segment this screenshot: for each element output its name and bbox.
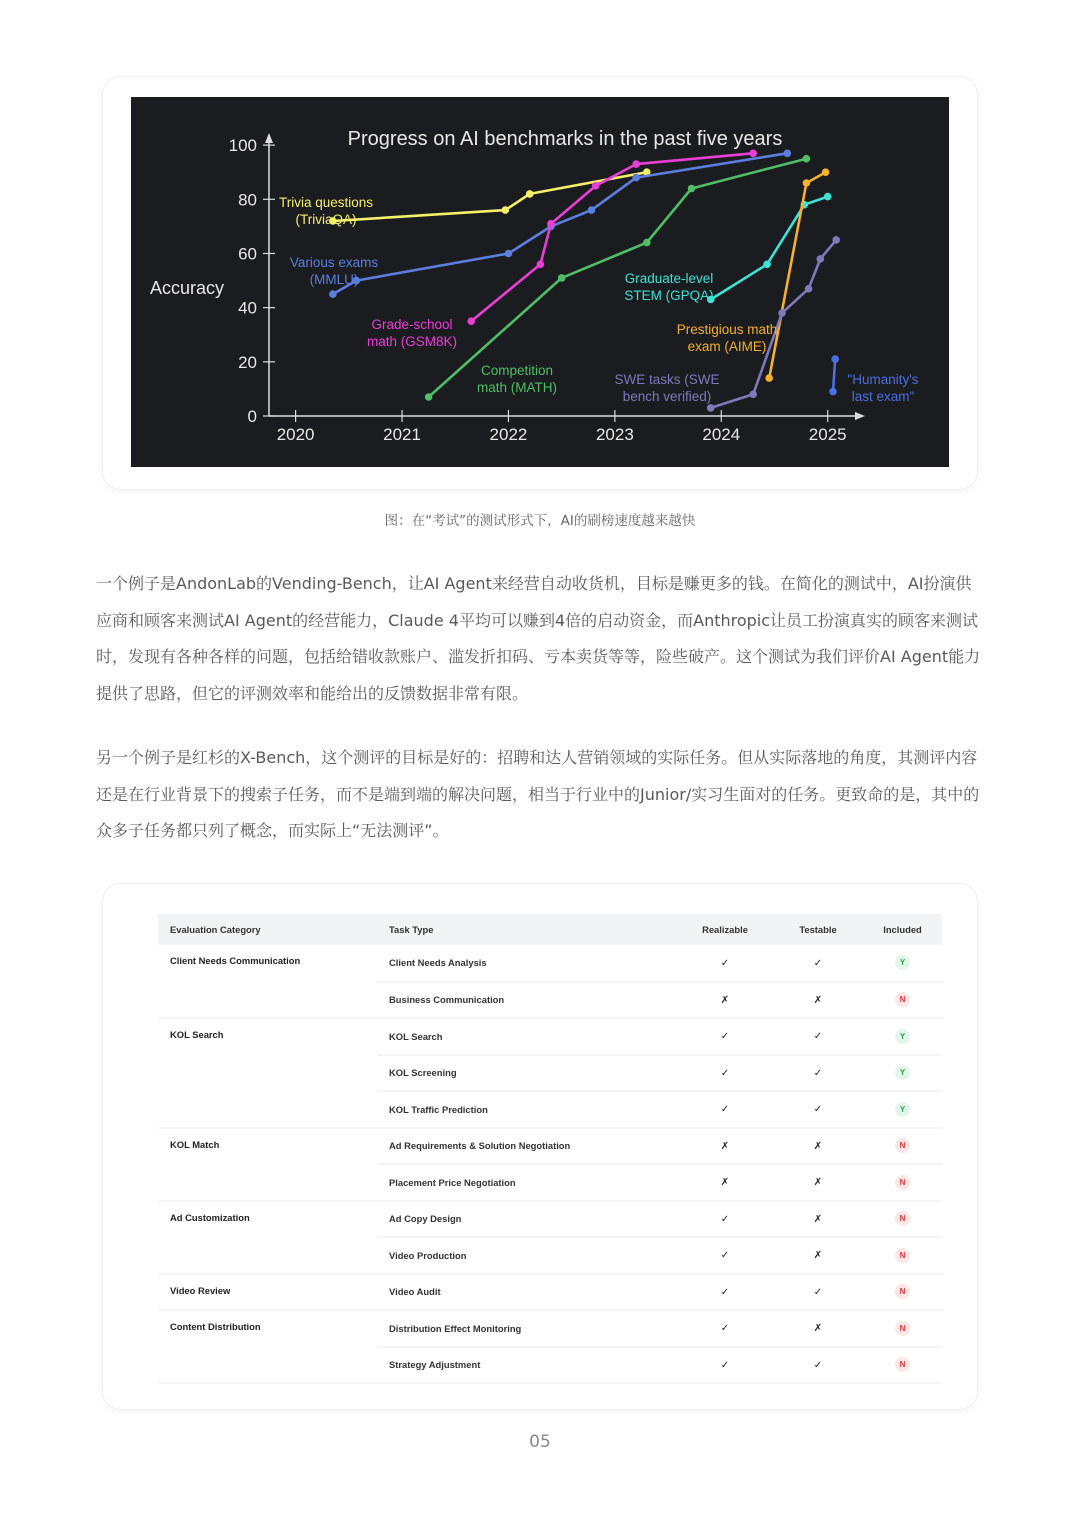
realizable-cell <box>677 1310 773 1347</box>
chart-card <box>103 77 977 489</box>
series-label <box>614 372 719 404</box>
series-label-line: math (MATH) <box>477 380 557 395</box>
realizable-cell <box>677 1055 773 1092</box>
data-point <box>643 239 651 247</box>
table-body <box>158 945 942 1383</box>
included-cell <box>863 1164 942 1201</box>
category-cell: KOL Match <box>158 1128 377 1201</box>
included-cell <box>863 1347 942 1384</box>
realizable-mark: ✓ <box>720 1286 730 1298</box>
realizable-cell <box>677 1274 773 1311</box>
task-type-cell: Client Needs Analysis <box>377 945 677 982</box>
header-evaluation-category: Evaluation Category <box>158 914 377 945</box>
series-label-line: (MMLU) <box>309 272 359 287</box>
series-line <box>329 168 651 224</box>
series-label-line: last exam" <box>851 389 915 404</box>
data-point <box>537 261 545 269</box>
data-point <box>467 317 475 325</box>
included-badge: N <box>895 1175 910 1190</box>
task-type-cell: Strategy Adjustment <box>377 1347 677 1384</box>
testable-mark: ✗ <box>813 1323 823 1335</box>
data-point <box>822 168 830 176</box>
realizable-mark: ✗ <box>720 994 730 1006</box>
category-cell: Ad Customization <box>158 1201 377 1274</box>
table-row <box>158 1274 942 1311</box>
realizable-cell <box>677 1128 773 1165</box>
table-row <box>158 945 942 982</box>
realizable-cell <box>677 1347 773 1384</box>
realizable-mark: ✓ <box>720 1359 730 1371</box>
x-axis-arrow <box>855 412 865 420</box>
data-point <box>749 391 757 399</box>
series-labels <box>279 195 919 404</box>
series-label-line: exam (AIME) <box>687 339 767 354</box>
testable-cell <box>773 945 863 982</box>
data-point <box>805 285 813 293</box>
testable-mark: ✗ <box>813 1250 823 1262</box>
x-tick-label: 2024 <box>702 425 741 444</box>
series-label <box>624 271 713 303</box>
series-label-line: bench verified) <box>622 389 712 404</box>
header-included: Included <box>863 914 942 945</box>
data-point <box>803 155 811 163</box>
task-type-cell: Distribution Effect Monitoring <box>377 1310 677 1347</box>
series-label-line: Graduate-level <box>624 271 714 286</box>
x-tick-label: 2025 <box>808 425 847 444</box>
x-tick-label: 2020 <box>276 425 315 444</box>
data-point <box>707 404 715 412</box>
testable-cell <box>773 1164 863 1201</box>
header-testable: Testable <box>773 914 863 945</box>
testable-cell <box>773 1055 863 1092</box>
testable-mark: ✗ <box>813 1213 823 1225</box>
included-cell <box>863 1018 942 1055</box>
included-badge: N <box>895 992 910 1007</box>
y-axis-label: Accuracy <box>149 278 225 298</box>
testable-cell <box>773 1018 863 1055</box>
series-label-line: Various exams <box>289 255 379 270</box>
data-point <box>824 193 832 201</box>
series-label-line: Prestigious math <box>676 322 778 337</box>
series-label-line: (TriviaQA) <box>295 212 357 227</box>
task-type-cell: Ad Requirements & Solution Negotiation <box>377 1128 677 1165</box>
testable-mark: ✓ <box>813 957 823 969</box>
data-point <box>829 388 837 396</box>
data-point <box>558 274 566 282</box>
included-badge: N <box>895 1138 910 1153</box>
series-label <box>290 255 379 287</box>
series-label-line: SWE tasks (SWE <box>614 372 720 387</box>
category-cell: Video Review <box>158 1274 377 1311</box>
chart-title: Progress on AI benchmarks in the past five years <box>347 128 783 150</box>
included-cell <box>863 982 942 1019</box>
data-point <box>817 255 825 263</box>
included-badge: N <box>895 1357 910 1372</box>
testable-mark: ✓ <box>813 1286 823 1298</box>
series-label <box>477 363 557 395</box>
data-point <box>526 190 534 198</box>
included-badge: N <box>895 1211 910 1226</box>
data-point <box>749 150 757 158</box>
included-badge: Y <box>895 1065 910 1080</box>
series-label-line: Competition <box>480 363 554 378</box>
testable-mark: ✗ <box>813 1177 823 1189</box>
testable-cell <box>773 982 863 1019</box>
testable-cell <box>773 1128 863 1165</box>
realizable-cell <box>677 1201 773 1238</box>
page-number: 05 <box>529 1432 551 1452</box>
paragraph-x-bench: 另一个例子是红杉的X-Bench，这个测评的目标是好的：招聘和达人营销领域的实际任务。但从实际落地的角度，其测评内容还是在行业背景下的搜索子任务，而不是端到端的解决问题，相当于行业中的Junior/实习生面对的任务。更致命的是，其中的众多子任务都只列了概念，而实际上“无法测评”。 <box>96 748 980 840</box>
series-path <box>833 359 835 392</box>
series-label-line: STEM (GPQA) <box>624 288 714 303</box>
realizable-cell <box>677 1018 773 1055</box>
realizable-mark: ✓ <box>720 1213 730 1225</box>
data-point <box>778 309 786 317</box>
included-badge: Y <box>895 1102 910 1117</box>
series-label <box>847 372 918 404</box>
series-path <box>769 172 825 378</box>
table-card <box>103 884 977 1409</box>
data-point <box>632 160 640 168</box>
realizable-mark: ✓ <box>720 1031 730 1043</box>
data-point <box>765 374 773 382</box>
series-line <box>829 355 839 395</box>
series-path <box>333 172 647 221</box>
included-cell <box>863 1310 942 1347</box>
realizable-mark: ✓ <box>720 1067 730 1079</box>
realizable-mark: ✓ <box>720 1104 730 1116</box>
testable-mark: ✗ <box>813 994 823 1006</box>
x-tick-label: 2022 <box>489 425 528 444</box>
data-point <box>502 206 510 214</box>
realizable-cell <box>677 982 773 1019</box>
realizable-cell <box>677 945 773 982</box>
data-point <box>688 185 696 193</box>
table-row <box>158 1310 942 1347</box>
task-type-cell: Video Audit <box>377 1274 677 1311</box>
testable-mark: ✓ <box>813 1359 823 1371</box>
included-cell <box>863 1274 942 1311</box>
y-tick-label: 0 <box>247 407 257 426</box>
data-point <box>632 174 640 182</box>
data-point <box>588 206 596 214</box>
included-cell <box>863 1128 942 1165</box>
realizable-mark: ✗ <box>720 1177 730 1189</box>
task-type-cell: Business Communication <box>377 982 677 1019</box>
data-point <box>831 355 839 363</box>
series-path <box>429 159 807 397</box>
testable-mark: ✓ <box>813 1067 823 1079</box>
testable-cell <box>773 1347 863 1384</box>
series-label-line: Grade-school <box>371 317 453 332</box>
included-cell <box>863 1237 942 1274</box>
included-badge: N <box>895 1321 910 1336</box>
task-type-cell: KOL Traffic Prediction <box>377 1091 677 1128</box>
series-label <box>367 317 457 349</box>
realizable-mark: ✗ <box>720 1140 730 1152</box>
task-type-cell: KOL Search <box>377 1018 677 1055</box>
x-tick-label: 2021 <box>383 425 421 444</box>
series-label <box>677 322 778 354</box>
figure-caption: 图：在“考试”的测试形式下，AI的刷榜速度越来越快 <box>384 513 696 529</box>
paragraph-vending-bench: 一个例子是AndonLab的Vending-Bench，让AI Agent来经营自动收货机，目标是赚更多的钱。在简化的测试中，AI扮演供应商和顾客来测试AI Agent的经营能力，Claude 4平均可以赚到4倍的启动资金，而Anthropic让员工扮演真实的顾客来测试时，发现有各种各样的问题，包括给错收款账户、滥发折扣码、亏本卖货等等，险些破产。这个测试为我们评价AI Agent能力提供了思路，但它的评测效率和能给出的反馈数据非常有限。 <box>96 574 981 703</box>
included-cell <box>863 945 942 982</box>
series-label-line: Trivia questions <box>278 195 374 210</box>
included-cell <box>863 1091 942 1128</box>
testable-cell <box>773 1274 863 1311</box>
benchmark-line-chart <box>131 97 949 467</box>
included-cell <box>863 1055 942 1092</box>
realizable-cell <box>677 1237 773 1274</box>
series-line <box>707 193 832 304</box>
data-point <box>592 182 600 190</box>
testable-cell <box>773 1091 863 1128</box>
header-realizable: Realizable <box>677 914 773 945</box>
y-tick-label: 20 <box>238 352 257 372</box>
header-task-type: Task Type <box>377 914 677 945</box>
testable-cell <box>773 1310 863 1347</box>
data-point <box>832 236 840 244</box>
included-badge: Y <box>895 955 910 970</box>
realizable-mark: ✓ <box>720 957 730 969</box>
table-row <box>158 1018 942 1055</box>
realizable-mark: ✓ <box>720 1323 730 1335</box>
y-axis-arrow <box>265 133 273 143</box>
chart-panel <box>131 97 949 467</box>
data-point <box>763 261 771 269</box>
testable-cell <box>773 1201 863 1238</box>
included-badge: N <box>895 1284 910 1299</box>
testable-mark: ✗ <box>813 1140 823 1152</box>
realizable-cell <box>677 1091 773 1128</box>
realizable-cell <box>677 1164 773 1201</box>
task-type-cell: KOL Screening <box>377 1055 677 1092</box>
testable-mark: ✓ <box>813 1104 823 1116</box>
data-point <box>803 179 811 187</box>
data-point <box>547 220 555 228</box>
table-header-row <box>158 914 942 945</box>
included-cell <box>863 1201 942 1238</box>
included-badge: N <box>895 1248 910 1263</box>
series-label <box>279 195 373 227</box>
data-point <box>425 393 433 401</box>
data-point <box>505 250 513 258</box>
table-row <box>158 1201 942 1238</box>
series-path <box>333 153 787 294</box>
included-badge: Y <box>895 1029 910 1044</box>
evaluation-table <box>158 914 942 1384</box>
testable-mark: ✓ <box>813 1031 823 1043</box>
series-label-line: "Humanity's <box>847 372 919 387</box>
category-cell: Client Needs Communication <box>158 945 377 1018</box>
y-tick-label: 100 <box>228 136 257 156</box>
data-point <box>329 290 337 298</box>
category-cell: KOL Search <box>158 1018 377 1128</box>
testable-cell <box>773 1237 863 1274</box>
realizable-mark: ✓ <box>720 1250 730 1262</box>
x-tick-label: 2023 <box>595 425 634 444</box>
category-cell: Content Distribution <box>158 1310 377 1383</box>
task-type-cell: Video Production <box>377 1237 677 1274</box>
task-type-cell: Ad Copy Design <box>377 1201 677 1238</box>
y-tick-label: 60 <box>238 244 257 264</box>
y-tick-label: 80 <box>238 190 257 210</box>
axes <box>229 133 865 444</box>
task-type-cell: Placement Price Negotiation <box>377 1164 677 1201</box>
data-point <box>784 150 792 158</box>
y-tick-label: 40 <box>238 298 257 318</box>
table-row <box>158 1128 942 1165</box>
series-layer <box>329 150 840 412</box>
series-label-line: math (GSM8K) <box>366 334 458 349</box>
